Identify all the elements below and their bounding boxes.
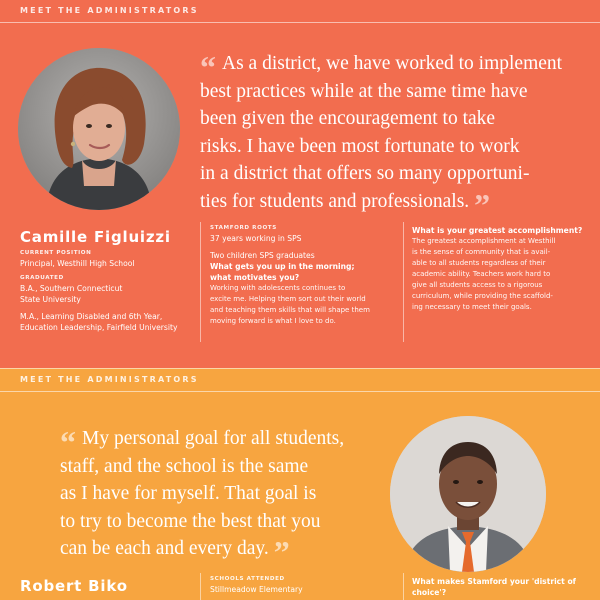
quote-line: As a district, we have worked to implement <box>222 53 563 74</box>
answer-line: ing necessary to meet their goals. <box>412 303 532 311</box>
schools-attended-label: SCHOOLS ATTENDED <box>210 576 285 582</box>
quote-line: can be each and every day. <box>60 538 269 559</box>
graduated-line: State University <box>20 295 81 304</box>
administrator-profile-robert <box>0 368 600 600</box>
current-position-label: CURRENT POSITION <box>20 250 92 256</box>
column-divider <box>403 573 404 600</box>
administrator-name: Robert Biko <box>20 577 128 595</box>
credentials-column <box>20 250 205 333</box>
question-heading: What makes Stamford your 'district of <box>412 577 576 586</box>
quote-line: best practices while at the same time have <box>200 80 528 102</box>
section-header: MEET THE ADMINISTRATORS <box>20 375 199 384</box>
answer-line: curriculum, while providing the scaffold- <box>412 292 553 300</box>
section-header-bar <box>0 368 600 392</box>
question-heading: what motivates you? <box>210 273 300 282</box>
answer-line: excite me. Helping them sort out their world <box>210 295 366 303</box>
current-position-value: Principal, Westhill High School <box>20 259 135 268</box>
answer-line: moving forward is what I love to do. <box>210 317 336 325</box>
column-divider <box>200 573 201 600</box>
section-header-bar <box>0 0 600 23</box>
stamford-roots-label: STAMFORD ROOTS <box>210 225 277 231</box>
roots-line: 37 years working in SPS <box>210 234 302 243</box>
accomplishment-column <box>412 225 587 313</box>
quote-line: My personal goal for all students, <box>82 428 345 449</box>
graduated-label: GRADUATED <box>20 275 64 281</box>
portrait-photo-camille <box>18 48 180 210</box>
answer-line: give all students access to a rigorous <box>412 281 543 289</box>
quote-line: as I have for myself. That goal is <box>60 483 317 504</box>
question-heading: choice'? <box>412 588 447 597</box>
graduated-line: Education Leadership, Fairfield University <box>20 323 178 332</box>
graduated-line: M.A., Learning Disabled and 6th Year, <box>20 312 163 321</box>
district-choice-column <box>412 576 587 598</box>
close-quote-icon: ” <box>273 534 290 570</box>
answer-line: and teaching them skills that will shape them <box>210 306 370 314</box>
answer-line: is the sense of community that is avail- <box>412 248 551 256</box>
column-divider <box>403 222 404 342</box>
answer-line: Working with adolescents continues to <box>210 284 346 292</box>
quote-line: in a district that offers so many opportuni- <box>200 163 530 184</box>
quote-line: to try to become the best that you <box>60 510 321 532</box>
question-heading: What gets you up in the morning; <box>210 262 355 271</box>
section-header: MEET THE ADMINISTRATORS <box>20 6 199 15</box>
graduated-line: B.A., Southern Connecticut <box>20 284 123 293</box>
question-heading: What is your greatest accomplishment? <box>412 226 583 235</box>
close-quote-icon: ” <box>474 186 491 223</box>
pull-quote <box>200 49 580 223</box>
quote-line: been given the encouragement to take <box>200 108 496 129</box>
school-line: Stillmeadow Elementary <box>210 585 303 594</box>
pull-quote <box>60 424 360 570</box>
column-divider <box>200 222 201 342</box>
quote-line: ties for students and professionals. <box>200 190 470 212</box>
portrait-photo-robert <box>390 416 546 572</box>
administrator-name: Camille Figluizzi <box>20 228 171 246</box>
answer-line: academic ability. Teachers work hard to <box>412 270 551 278</box>
roots-column <box>210 225 395 327</box>
answer-line: The greatest accomplishment at Westhill <box>412 237 556 245</box>
open-quote-icon: “ <box>60 424 76 460</box>
quote-line: staff, and the school is the same <box>60 455 309 477</box>
answer-line: able to all students regardless of their <box>412 259 546 267</box>
schools-column <box>210 576 395 595</box>
quote-line: risks. I have been most fortunate to work <box>200 135 520 157</box>
open-quote-icon: “ <box>200 49 216 85</box>
roots-line: Two children SPS graduates <box>210 251 315 260</box>
